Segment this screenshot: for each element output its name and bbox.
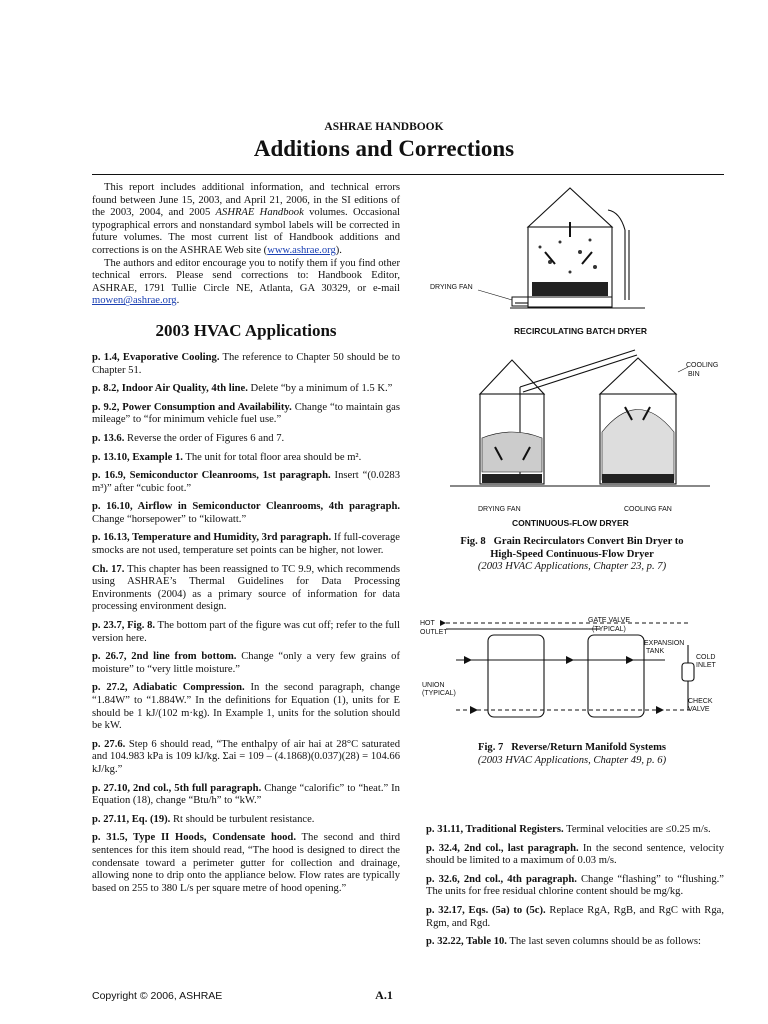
grain-dryer-drawing: [420, 182, 724, 532]
ashrae-website-link[interactable]: www.ashrae.org: [267, 244, 336, 256]
hot-outlet-label-2: OUTLET: [420, 629, 448, 636]
tank-1: [488, 635, 544, 717]
correction-item: p. 23.7, Fig. 8. The bottom part of the figure was cut off; refer to the full version here.: [92, 620, 400, 644]
intro-paragraph-2: The authors and editor encourage you to notify them if you find other technical errors. Please send corrections to: Handbook Editor, ASHRAE, 1791 Tullie Circle NE, Atlanta, GA 30329, or e-mail mowen@ashrae.org.: [92, 257, 400, 307]
correction-item: p. 27.6. Step 6 should read, “The enthalpy of air hai at 28°C saturated and 104.983 kPa is 109 kJ/kg. Σai = 109 – (4.1868)(0.037)(28) = 104.66 kJ/kg.”: [92, 738, 400, 775]
title-rule: [92, 174, 724, 175]
batch-dryer-title: RECIRCULATING BATCH DRYER: [514, 326, 648, 336]
expansion-tank-label-2: TANK: [646, 648, 665, 655]
correction-item: p. 1.4, Evaporative Cooling. The reference to Chapter 50 should be to Chapter 51.: [92, 351, 400, 376]
handbook-kicker: ASHRAE HANDBOOK: [324, 121, 444, 133]
page-number: A.1: [375, 988, 393, 1002]
figure-7-manifold-systems: [420, 605, 724, 735]
correction-item: p. 27.2, Adiabatic Compression. In the second paragraph, change “1.84W” to “1.884W.” In the definitions for Equation (1), units for E should be 1 kJ/(102 m·kg). In Example 1, units for the solution should be kW.: [92, 682, 401, 732]
batch-fan-box: [512, 297, 528, 306]
right-column: [426, 824, 724, 955]
hot-outlet-label-1: HOT: [420, 620, 435, 627]
correction-item: p. 32.22, Table 10. The last seven columns should be as follows:: [426, 936, 701, 948]
union-label-1: UNION: [422, 682, 445, 689]
transfer-auger: [520, 350, 635, 387]
correction-item: p. 9.2, Power Consumption and Availability. Change “to maintain gas mileage” to “for minimum vehicle fuel use.”: [92, 401, 401, 426]
corrections-list-left: [92, 352, 400, 895]
editor-email-link[interactable]: mowen@ashrae.org: [92, 295, 177, 307]
figure-8-grain-dryers: [420, 182, 724, 532]
page-title: Additions and Corrections: [253, 136, 515, 161]
cold-inlet-label-2: INLET: [696, 662, 716, 669]
cooling-bin-label-2: BIN: [688, 371, 700, 378]
correction-item: Ch. 17. This chapter has been reassigned to TC 9.9, which recommends using ASHRAE’s Thermal Guidelines for Data Processing Environments (2004) as a primary source of information for data processing environment design.: [92, 563, 400, 613]
correction-item: p. 13.10, Example 1. The unit for total floor area should be m².: [92, 451, 362, 463]
left-column: [92, 182, 400, 901]
continuous-dryer-title: CONTINUOUS-FLOW DRYER: [512, 518, 629, 528]
manifold-drawing: [420, 605, 724, 735]
correction-item: p. 32.4, 2nd col., last paragraph. In the second sentence, velocity should be limited to a maximum of 0.03 m/s.: [426, 842, 724, 867]
check-valve-label-1: CHECK: [688, 698, 713, 705]
correction-item: p. 27.11, Eq. (19). Rt should be turbulent resistance.: [92, 813, 315, 825]
drying-fan-label-bottom: DRYING FAN: [478, 506, 521, 513]
section-heading: 2003 HVAC Applications: [155, 320, 337, 340]
intro-paragraph-1: This report includes additional information, and technical errors found between June 15, 2003, and April 21, 2006, in the SI editions of the 2003, 2004, and 2005 ASHRAE Handbook volumes. Occasional typographical errors and nonstandard symbol labels will be corrected in future volumes. The most current list of Handbook additions and corrections is on the ASHRAE Web site (www.ashrae.org).: [92, 182, 400, 256]
correction-item: p. 32.17, Eqs. (5a) to (5c). Replace RgA, RgB, and RgC with Rga, Rgm, and Rgd.: [426, 904, 724, 929]
cooling-bin-label-1: COOLING: [686, 362, 719, 369]
tank-2: [588, 635, 644, 717]
correction-item: p. 13.6. Reverse the order of Figures 6 and 7.: [92, 432, 285, 444]
cold-inlet-label-1: COLD: [696, 654, 716, 661]
figure-7-caption: Fig. 7 Reverse/Return Manifold Systems (2003 HVAC Applications, Chapter 49, p. 6): [477, 742, 667, 766]
correction-item: p. 32.6, 2nd col., 4th paragraph. Change “flashing” to “flushing.” The units for free residual chlorine content should be mg/kg.: [426, 873, 724, 898]
drying-bin-roof: [480, 360, 544, 394]
batch-plenum: [532, 282, 608, 296]
expansion-tank-label-1: EXPANSION: [644, 640, 685, 647]
batch-bin-roof: [528, 188, 612, 227]
gate-valve-label-2: (TYPICAL): [592, 626, 626, 633]
correction-item: p. 16.10, Airflow in Semiconductor Cleanrooms, 4th paragraph. Change “horsepower” to “kilowatt.”: [92, 501, 400, 525]
union-label-2: (TYPICAL): [422, 690, 456, 697]
expansion-tank: [682, 663, 694, 681]
drying-bin-plenum: [482, 474, 542, 483]
correction-item: p. 8.2, Indoor Air Quality, 4th line. Delete “by a minimum of 1.5 K.”: [92, 383, 393, 395]
correction-item: p. 26.7, 2nd line from bottom. Change “only a very few grains of moisture” to “very little moisture.”: [92, 651, 400, 675]
cooling-bin-grain: [602, 410, 674, 481]
gate-valve-label-1: GATE VALVE: [588, 617, 631, 624]
check-valve-label-2: VALVE: [688, 706, 710, 713]
correction-item: p. 16.9, Semiconductor Cleanrooms, 1st paragraph. Insert “(0.0283 m³)” after “cubic foot.”: [92, 470, 400, 494]
drying-fan-label-top: DRYING FAN: [430, 284, 473, 291]
copyright-footer: Copyright © 2006, ASHRAE: [92, 990, 223, 1002]
figure-8-caption: Fig. 8 Grain Recirculators Convert Bin Dryer to High-Speed Continuous-Flow Dryer (2003 HVAC Applications, Chapter 23, p. 7): [460, 536, 684, 572]
correction-item: p. 27.10, 2nd col., 5th full paragraph. Change “calorific” to “heat.” In Equation (18), change “Btu/h” to “kW.”: [92, 782, 400, 807]
correction-item: p. 16.13, Temperature and Humidity, 3rd paragraph. If full-coverage smocks are not used, temperature set points can be higher, not lower.: [92, 532, 400, 557]
cooling-fan-label: COOLING FAN: [624, 506, 672, 513]
drying-bin-grain: [482, 432, 542, 472]
correction-item: p. 31.5, Type II Hoods, Condensate hood. The second and third sentences for this item should read, “The hood is designed to direct the condensate toward a perimeter gutter for collection and drainage, allowing none to drip onto the appliance below. Flow rates are typically based on 255 to 380 L/s per square metre of hood opening.”: [92, 832, 401, 894]
correction-item: p. 31.11, Traditional Registers. Terminal velocities are ≤0.25 m/s.: [426, 824, 711, 835]
cooling-bin-plenum: [602, 474, 674, 483]
